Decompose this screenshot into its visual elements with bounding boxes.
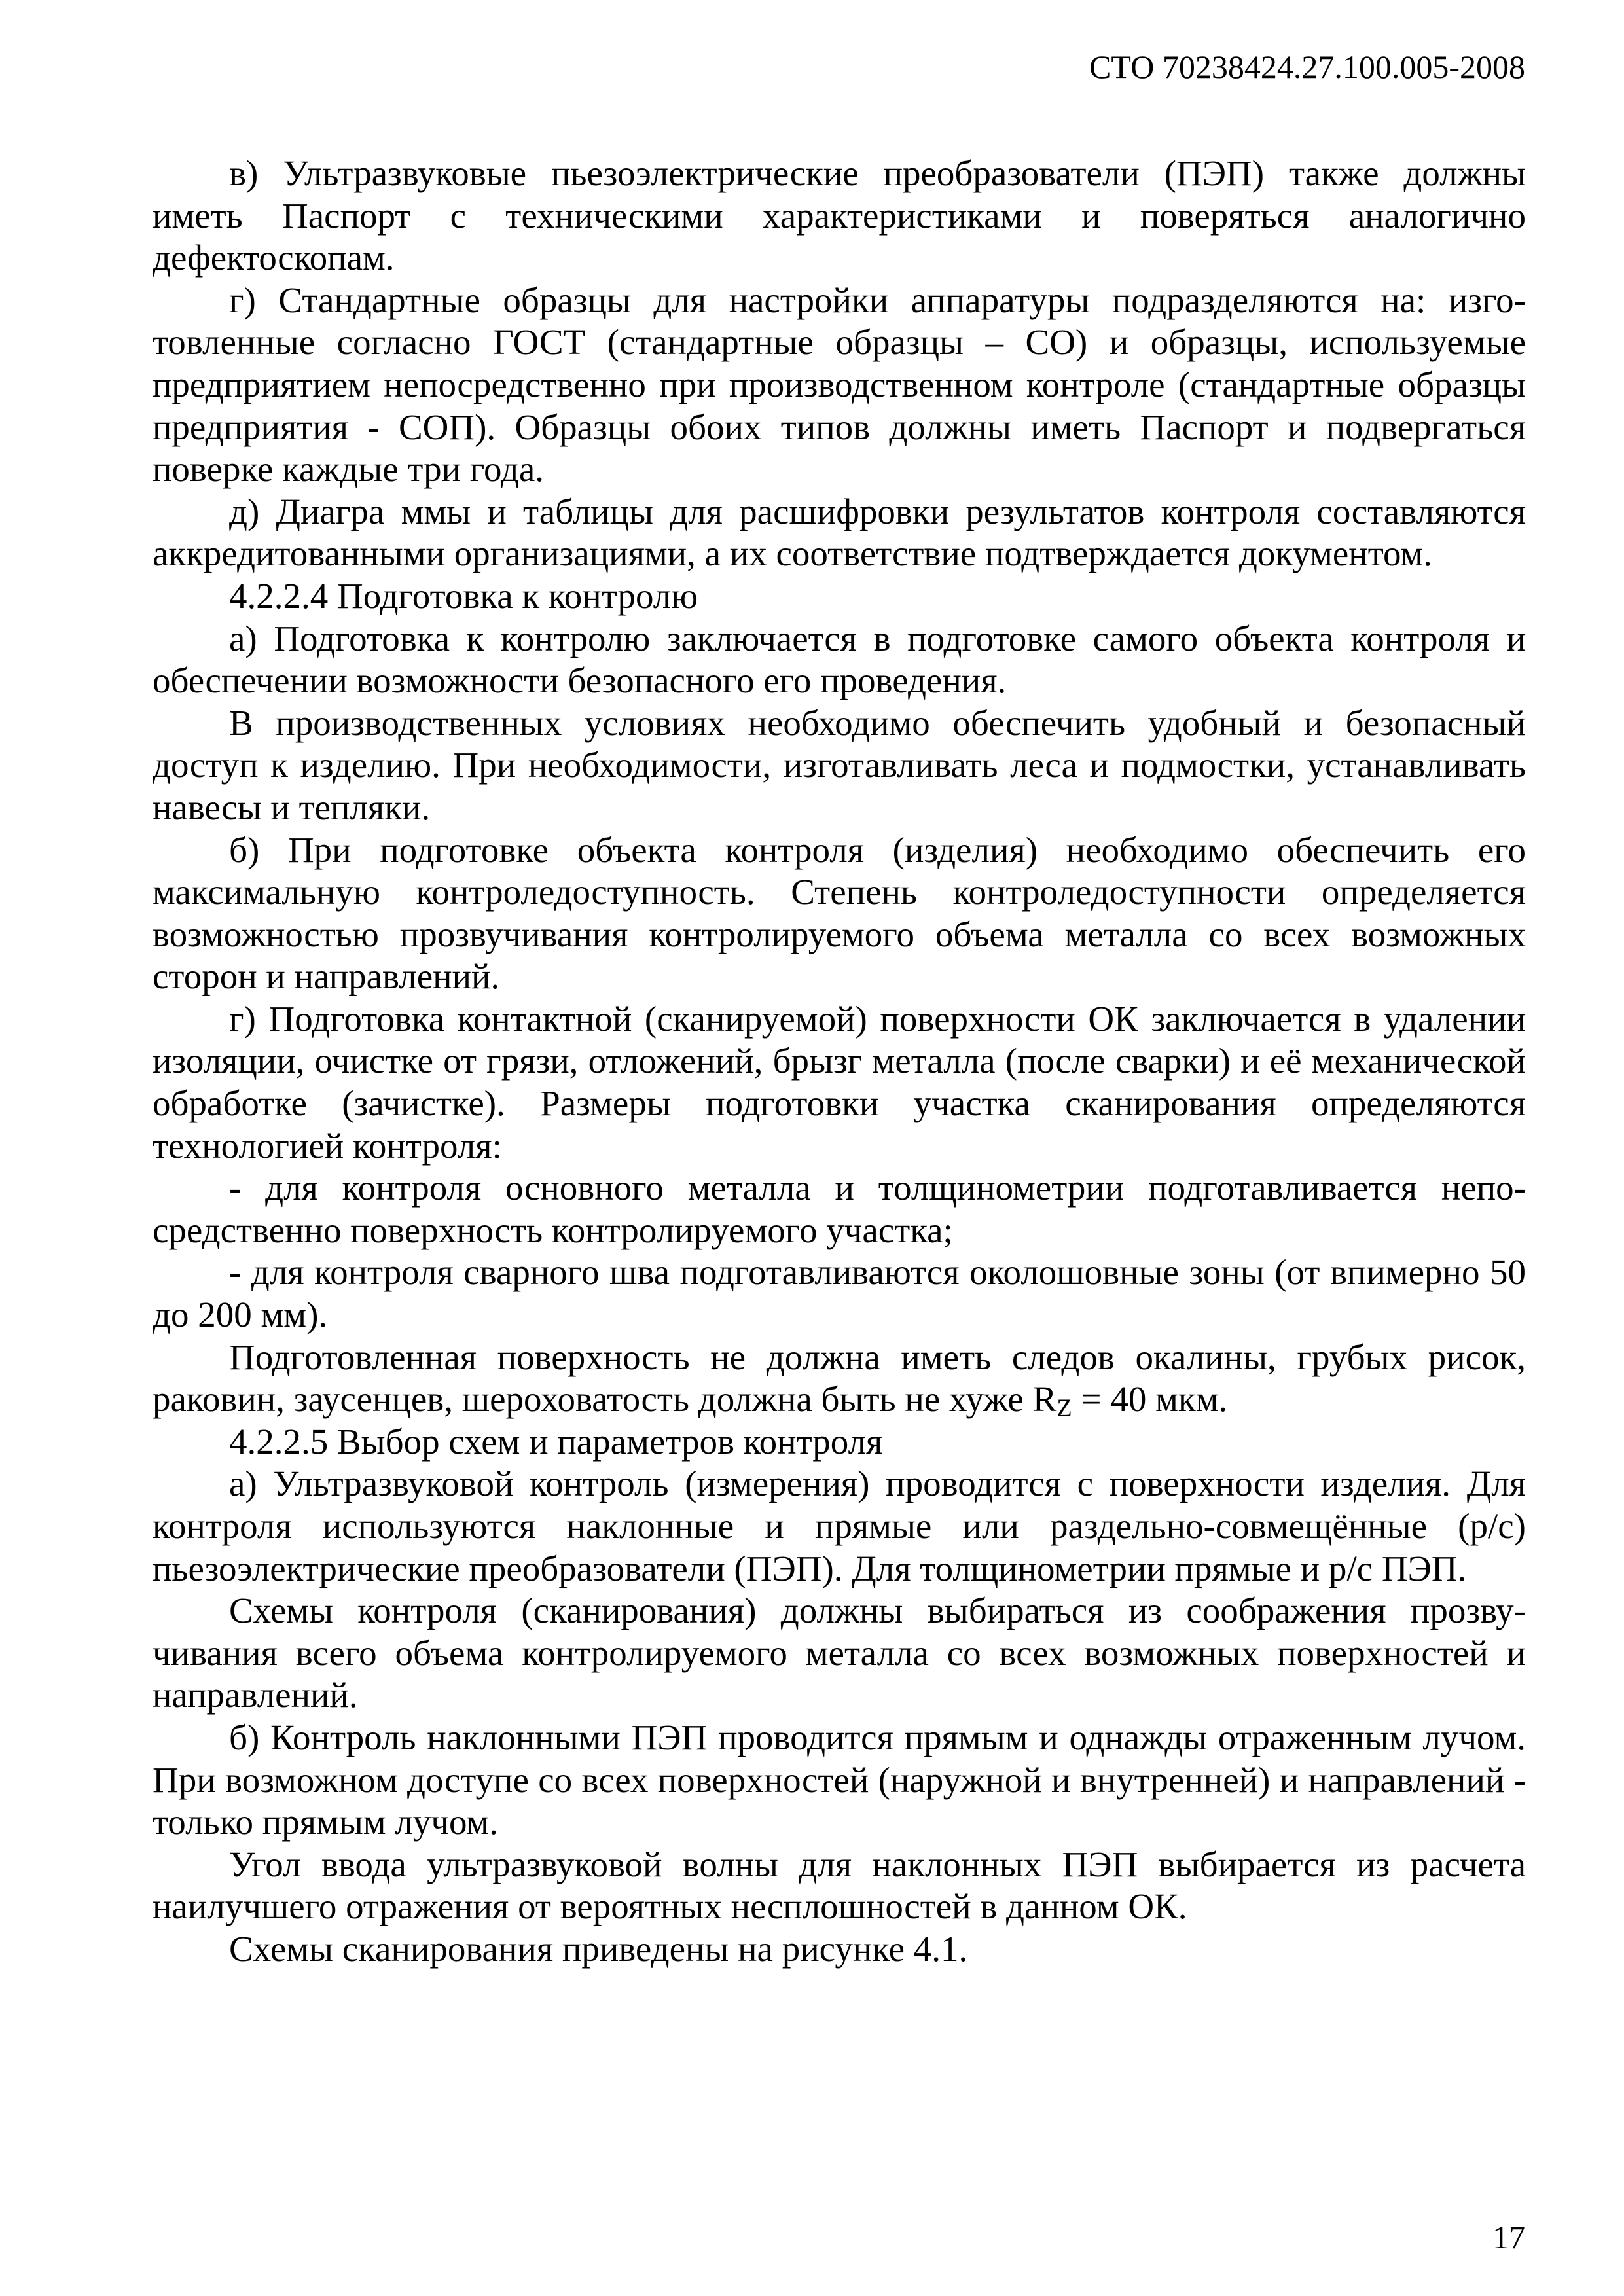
roughness-value: = 40 мкм.: [1072, 1379, 1228, 1420]
paragraph-diagrams-tables: д) Диагра ммы и таблицы для расшифровки результатов контроля составляются аккредитованными организациями, а их соответствие подтверждается документом.: [153, 491, 1526, 574]
paragraph-figure-reference: Схемы сканирования приведены на рисунке 4.1.: [229, 1928, 968, 1969]
list-item-base-metal: - для контроля основного металла и толщинометрии подготавливается непосредственно поверхность контролируемого участка;: [153, 1168, 1526, 1250]
section-heading-4-2-2-5: 4.2.2.5 Выбор схем и параметров контроля: [229, 1421, 883, 1462]
roughness-text: Подготовленная поверхность не должна иметь следов окалины, грубых рисок, раковин, заусенцев, шероховатость должна быть не хуже R: [153, 1336, 1526, 1420]
list-item-weld-seam: - для контроля сварного шва подготавливаются околошовные зоны (от впимерно 50 до 200 мм).: [153, 1252, 1526, 1335]
paragraph-standard-samples: г) Стандартные образцы для настройки аппаратуры подразделяются на: изготовленные согласно ГОСТ (стандартные образцы – СО) и образцы, используемые предприятием непосредственно при производственном контроле (стандартные образцы предприятия - СОП). Образцы обоих типов должны иметь Паспорт и подвергаться поверке каждые три года.: [153, 279, 1526, 490]
paragraph-surface-roughness: [153, 1336, 1526, 1421]
page-number: 17: [1492, 2219, 1525, 2255]
paragraph-transducers-passport: в) Ультразвуковые пьезоэлектрические преобразователи (ПЭП) также должны иметь Паспорт с техническими характеристиками и поверяться аналогично дефектоскопам.: [153, 153, 1526, 278]
paragraph-entry-angle: Угол ввода ультразвуковой волны для наклонных ПЭП выбирается из расчета наилучшего отражения от вероятных несплошностей в данном ОК.: [153, 1844, 1526, 1927]
document-body: [153, 152, 1526, 1971]
paragraph-preparation-g: г) Подготовка контактной (сканируемой) поверхности ОК заключается в удалении изоляции, очистке от грязи, отложений, брызг металла (после сварки) и её механической обработке (зачистке). Размеры подготовки участка сканирования определяются технологией контроля:: [153, 998, 1526, 1166]
document-code-header: СТО 70238424.27.100.005-2008: [1089, 48, 1525, 85]
roughness-subscript: Z: [1056, 1394, 1072, 1422]
paragraph-scanning-schemes: Схемы контроля (сканирования) должны выбираться из соображения прозвучивания всего объема контролируемого металла со всех возможных поверхностей и направлений.: [153, 1590, 1526, 1715]
paragraph-preparation-b: б) При подготовке объекта контроля (изделия) необходимо обеспечить его максимальную контроледоступность. Степень контроледоступности определяется возможностью прозвучивания контролируемого объема металла со всех возможных сторон и направлений.: [153, 829, 1526, 997]
paragraph-ultrasonic-control-a: а) Ультразвуковой контроль (измерения) проводится с поверхности изделия. Для контроля используются наклонные и прямые или раздельно-совмещённые (р/с) пьезоэлектрические преобразователи (ПЭП). Для толщинометрии прямые и р/с ПЭП.: [153, 1463, 1526, 1588]
paragraph-angled-transducers-b: б) Контроль наклонными ПЭП проводится прямым и однажды отраженным лучом. При возможном доступе со всех поверхностей (наружной и внутренней) и направлений - только прямым лучом.: [153, 1717, 1526, 1842]
section-heading-4-2-2-4: 4.2.2.4 Подготовка к контролю: [229, 575, 698, 616]
paragraph-production-conditions: В производственных условиях необходимо обеспечить удобный и безопасный доступ к изделию. При необходимости, изготавливать леса и подмостки, устанавливать навесы и тепляки.: [153, 702, 1526, 827]
paragraph-preparation-a: а) Подготовка к контролю заключается в подготовке самого объекта контроля и обеспечении возможности безопасного его проведения.: [153, 618, 1526, 701]
